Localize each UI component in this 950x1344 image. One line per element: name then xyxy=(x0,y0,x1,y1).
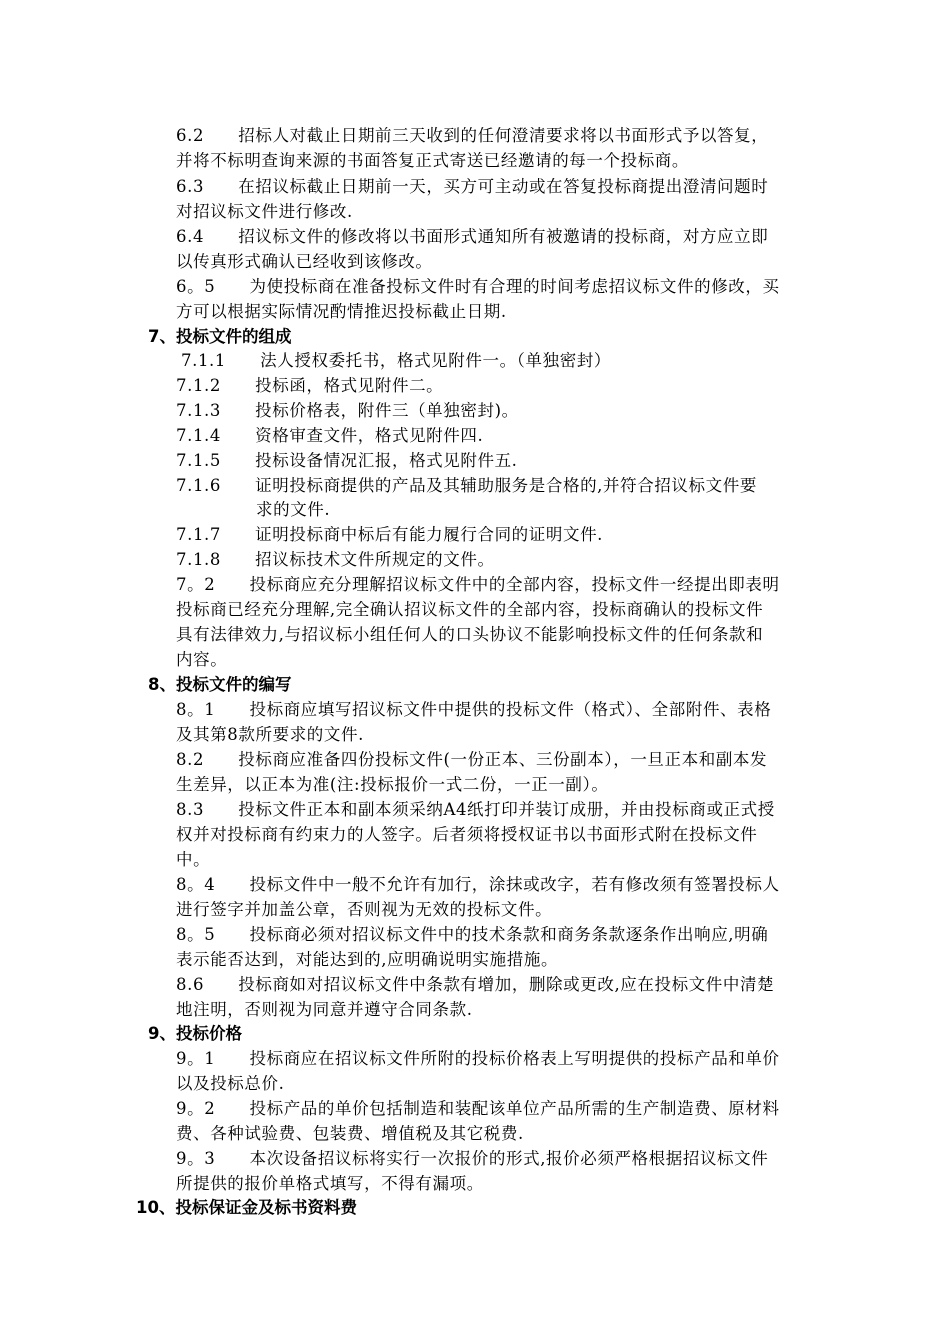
para-8-3-line-1: 8.3 投标文件正本和副本须采纳A4纸打印并装订成册，并由投标商或正式授 xyxy=(176,800,775,819)
para-6-4-line-1: 6.4 招议标文件的修改将以书面形式通知所有被邀请的投标商，对方应立即 xyxy=(176,227,769,246)
section-7-heading: 7、投标文件的组成 xyxy=(148,327,292,346)
para-8-3-line-2: 权并对投标商有约束力的人签字。后者须将授权证书以书面形式附在投标文件 xyxy=(176,825,758,844)
para-6-5-line-2: 方可以根据实际情况酌情推迟投标截止日期. xyxy=(176,302,507,321)
item-7-1-7: 7.1.7 证明投标商中标后有能力履行合同的证明文件. xyxy=(176,525,604,544)
para-7-2-line-4: 内容。 xyxy=(176,650,228,669)
para-8-2-line-2: 生差异，以正本为准(注:投标报价一式二份，一正一副）。 xyxy=(176,775,609,794)
para-8-4-line-1: 8。4 投标文件中一般不允许有加行，涂抹或改字，若有修改须有签署投标人 xyxy=(176,875,780,894)
item-7-1-2: 7.1.2 投标函，格式见附件二。 xyxy=(176,376,444,395)
para-6-3-line-2: 对招议标文件进行修改. xyxy=(176,202,353,221)
para-9-2-line-2: 费、各种试验费、包装费、增值税及其它税费. xyxy=(176,1124,524,1143)
para-9-3-line-2: 所提供的报价单格式填写，不得有漏项。 xyxy=(176,1174,484,1193)
para-9-1-line-2: 以及投标总价. xyxy=(176,1074,285,1093)
para-6-3-line-1: 6.3 在招议标截止日期前一天，买方可主动或在答复投标商提出澄清问题时 xyxy=(176,177,769,196)
item-7-1-1: 7.1.1 法人授权委托书，格式见附件一。（单独密封） xyxy=(181,351,612,370)
para-8-4-line-2: 进行签字并加盖公章，否则视为无效的投标文件。 xyxy=(176,900,553,919)
para-6-4-line-2: 以传真形式确认已经收到该修改。 xyxy=(176,252,433,271)
item-7-1-8: 7.1.8 招议标技术文件所规定的文件。 xyxy=(176,550,495,569)
section-10-heading: 10、投标保证金及标书资料费 xyxy=(136,1198,357,1217)
para-7-2-line-1: 7。2 投标商应充分理解招议标文件中的全部内容，投标文件一经提出即表明 xyxy=(176,575,780,594)
para-8-5-line-2: 表示能否达到，对能达到的,应明确说明实施措施。 xyxy=(176,950,559,969)
para-6-2-line-1: 6.2 招标人对截止日期前三天收到的任何澄清要求将以书面形式予以答复， xyxy=(176,126,769,145)
section-9-heading: 9、投标价格 xyxy=(148,1024,242,1043)
para-6-5-line-1: 6。5 为使投标商在准备投标文件时有合理的时间考虑招议标文件的修改，买 xyxy=(176,277,780,296)
para-9-2-line-1: 9。2 投标产品的单价包括制造和装配该单位产品所需的生产制造费、原材料 xyxy=(176,1099,780,1118)
para-8-2-line-1: 8.2 投标商应准备四份投标文件(一份正本、三份副本），一旦正本和副本发 xyxy=(176,750,768,769)
para-6-2-line-2: 并将不标明查询来源的书面答复正式寄送已经邀请的每一个投标商。 xyxy=(176,151,689,170)
para-7-2-line-2: 投标商已经充分理解,完全确认招议标文件的全部内容，投标商确认的投标文件 xyxy=(176,600,764,619)
item-7-1-4: 7.1.4 资格审查文件，格式见附件四. xyxy=(176,426,484,445)
para-7-2-line-3: 具有法律效力,与招议标小组任何人的口头协议不能影响投标文件的任何条款和 xyxy=(176,625,764,644)
para-9-3-line-1: 9。3 本次设备招议标将实行一次报价的形式,报价必须严格根据招议标文件 xyxy=(176,1149,769,1168)
para-8-5-line-1: 8。5 投标商必须对招议标文件中的技术条款和商务条款逐条作出响应,明确 xyxy=(176,925,769,944)
item-7-1-5: 7.1.5 投标设备情况汇报，格式见附件五. xyxy=(176,451,518,470)
item-7-1-6-cont: 求的文件. xyxy=(256,500,331,519)
para-8-6-line-1: 8.6 投标商如对招议标文件中条款有增加，删除或更改,应在投标文件中清楚 xyxy=(176,975,775,994)
item-7-1-6: 7.1.6 证明投标商提供的产品及其辅助服务是合格的,并符合招议标文件要 xyxy=(176,476,757,495)
para-8-6-line-2: 地注明，否则视为同意并遵守合同条款. xyxy=(176,1000,473,1019)
para-8-1-line-1: 8。1 投标商应填写招议标文件中提供的投标文件（格式）、全部附件、表格 xyxy=(176,700,772,719)
para-8-1-line-2: 及其第8款所要求的文件. xyxy=(176,725,364,744)
para-8-3-line-3: 中。 xyxy=(176,850,211,869)
section-8-heading: 8、投标文件的编写 xyxy=(148,675,292,694)
item-7-1-3: 7.1.3 投标价格表，附件三（单独密封)。 xyxy=(176,401,519,420)
para-9-1-line-1: 9。1 投标商应在招议标文件所附的投标价格表上写明提供的投标产品和单价 xyxy=(176,1049,780,1068)
